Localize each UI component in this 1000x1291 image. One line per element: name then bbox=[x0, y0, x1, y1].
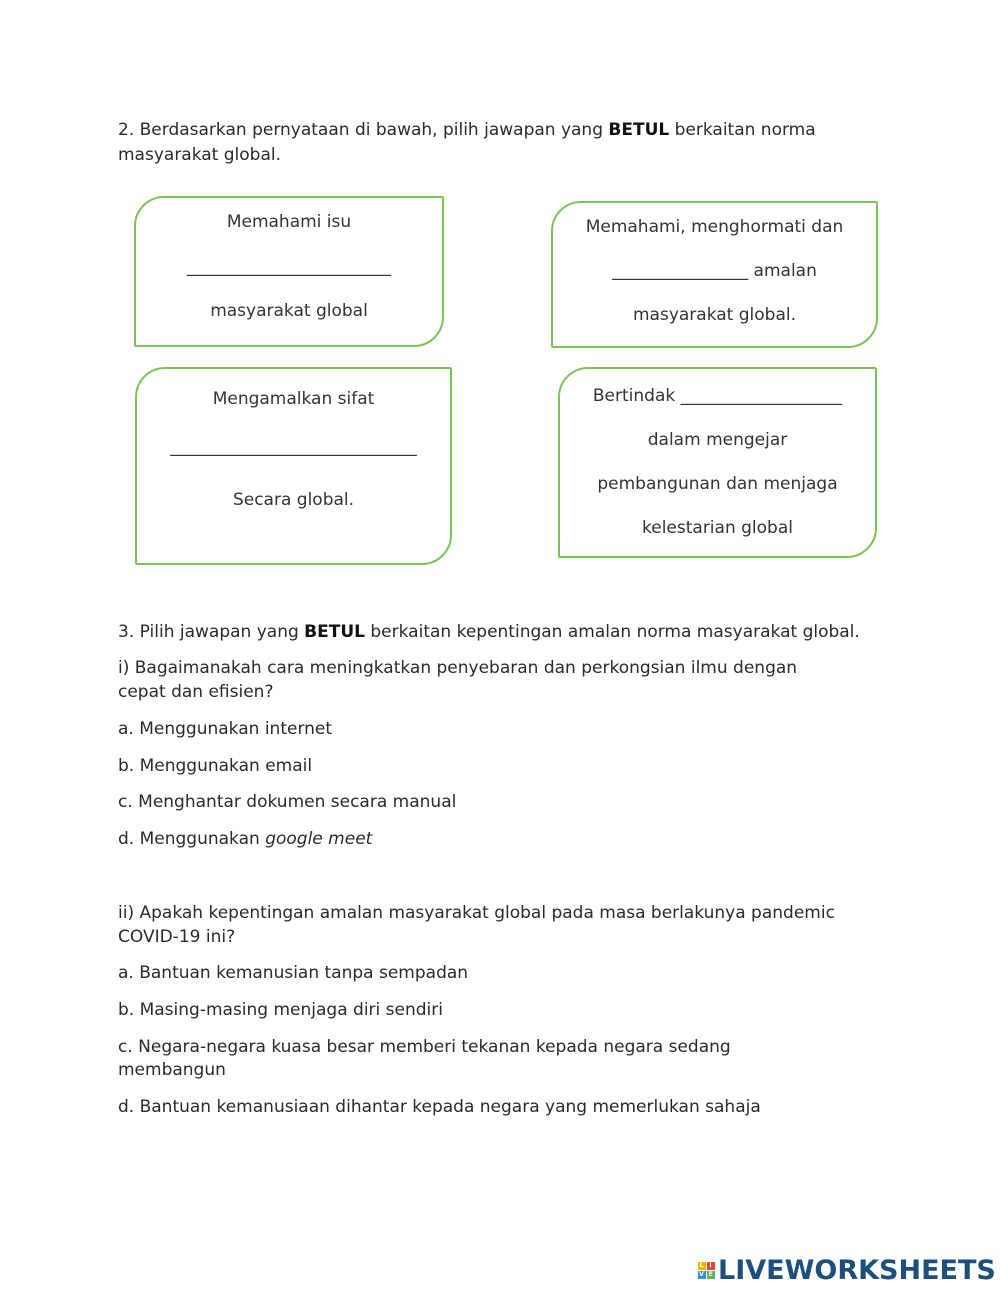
sub-question-2-line2: COVID-19 ini? bbox=[118, 927, 236, 947]
question-2-line1 bbox=[118, 118, 816, 142]
box-4-line-3: pembangunan dan menjaga bbox=[597, 474, 838, 494]
box-1-line-1: Memahami isu bbox=[226, 212, 352, 232]
box-2-line-1: Memahami, menghormati dan bbox=[585, 217, 844, 237]
question-3-text-before: Pilih jawapan yang bbox=[139, 622, 299, 642]
logo-blocks-icon bbox=[697, 1261, 715, 1279]
sub1-option-d-italic: google meet bbox=[265, 829, 373, 849]
question-2-text-after: berkaitan norma bbox=[674, 120, 816, 140]
answer-box-4[interactable] bbox=[558, 367, 877, 558]
answer-box-3[interactable] bbox=[135, 367, 452, 565]
sub1-option-a[interactable]: a. Menggunakan internet bbox=[118, 719, 333, 739]
box-1-blank[interactable]: ________________________ bbox=[187, 257, 391, 277]
sub2-option-a[interactable]: a. Bantuan kemanusian tanpa sempadan bbox=[118, 963, 469, 983]
question-2-line2: masyarakat global. bbox=[118, 145, 282, 165]
box-3-line-1: Mengamalkan sifat bbox=[212, 389, 375, 409]
logo-text: LIVEWORKSHEETS bbox=[718, 1254, 996, 1286]
box-2-line-3: masyarakat global. bbox=[632, 305, 796, 325]
liveworksheets-logo bbox=[697, 1253, 996, 1287]
sub-question-1-line2: cepat dan efisien? bbox=[118, 682, 274, 702]
question-2-text-before: Berdasarkan pernyataan di bawah, pilih jawapan yang bbox=[139, 120, 603, 140]
box-3-line-3: Secara global. bbox=[232, 490, 355, 510]
question-2-number: 2. bbox=[118, 120, 135, 140]
logo-block-e: E bbox=[708, 1270, 713, 1278]
box-4-line-4: kelestarian global bbox=[642, 518, 793, 538]
logo-block-v: V bbox=[699, 1270, 704, 1278]
logo-block-l: L bbox=[698, 1262, 706, 1270]
logo-block-i: I bbox=[707, 1262, 715, 1270]
sub2-option-d[interactable]: d. Bantuan kemanusiaan dihantar kepada negara yang memerlukan sahaja bbox=[118, 1097, 761, 1117]
sub1-option-c[interactable]: c. Menghantar dokumen secara manual bbox=[118, 792, 457, 812]
answer-box-1[interactable] bbox=[134, 196, 444, 347]
sub2-option-c[interactable]: c. Negara-negara kuasa besar memberi tekanan kepada negara sedang bbox=[118, 1037, 731, 1057]
sub-question-1-line1: i) Bagaimanakah cara meningkatkan penyebaran dan perkongsian ilmu dengan bbox=[118, 658, 798, 678]
sub1-option-d-prefix: d. Menggunakan bbox=[118, 829, 260, 849]
answer-box-2[interactable] bbox=[551, 201, 878, 348]
question-3-bold: BETUL bbox=[304, 622, 365, 642]
sub-question-2-line1: ii) Apakah kepentingan amalan masyarakat global pada masa berlakunya pandemic bbox=[118, 903, 835, 923]
box-2-blank[interactable]: ________________ amalan bbox=[612, 261, 817, 281]
question-3-number: 3. bbox=[118, 622, 135, 642]
box-3-blank[interactable]: _____________________________ bbox=[170, 437, 417, 457]
sub2-option-c-cont: membangun bbox=[118, 1060, 226, 1080]
box-1-line-3: masyarakat global bbox=[210, 301, 368, 321]
sub2-option-b[interactable]: b. Masing-masing menjaga diri sendiri bbox=[118, 1000, 443, 1020]
sub1-option-b[interactable]: b. Menggunakan email bbox=[118, 756, 313, 776]
box-4-line-2: dalam mengejar bbox=[647, 430, 788, 450]
question-3-line1 bbox=[118, 620, 860, 644]
sub1-option-d[interactable] bbox=[118, 827, 372, 851]
question-2-bold: BETUL bbox=[608, 120, 670, 140]
question-3-text-after: berkaitan kepentingan amalan norma masyarakat global. bbox=[370, 622, 860, 642]
box-4-line-1[interactable]: Bertindak ___________________ bbox=[592, 386, 843, 406]
